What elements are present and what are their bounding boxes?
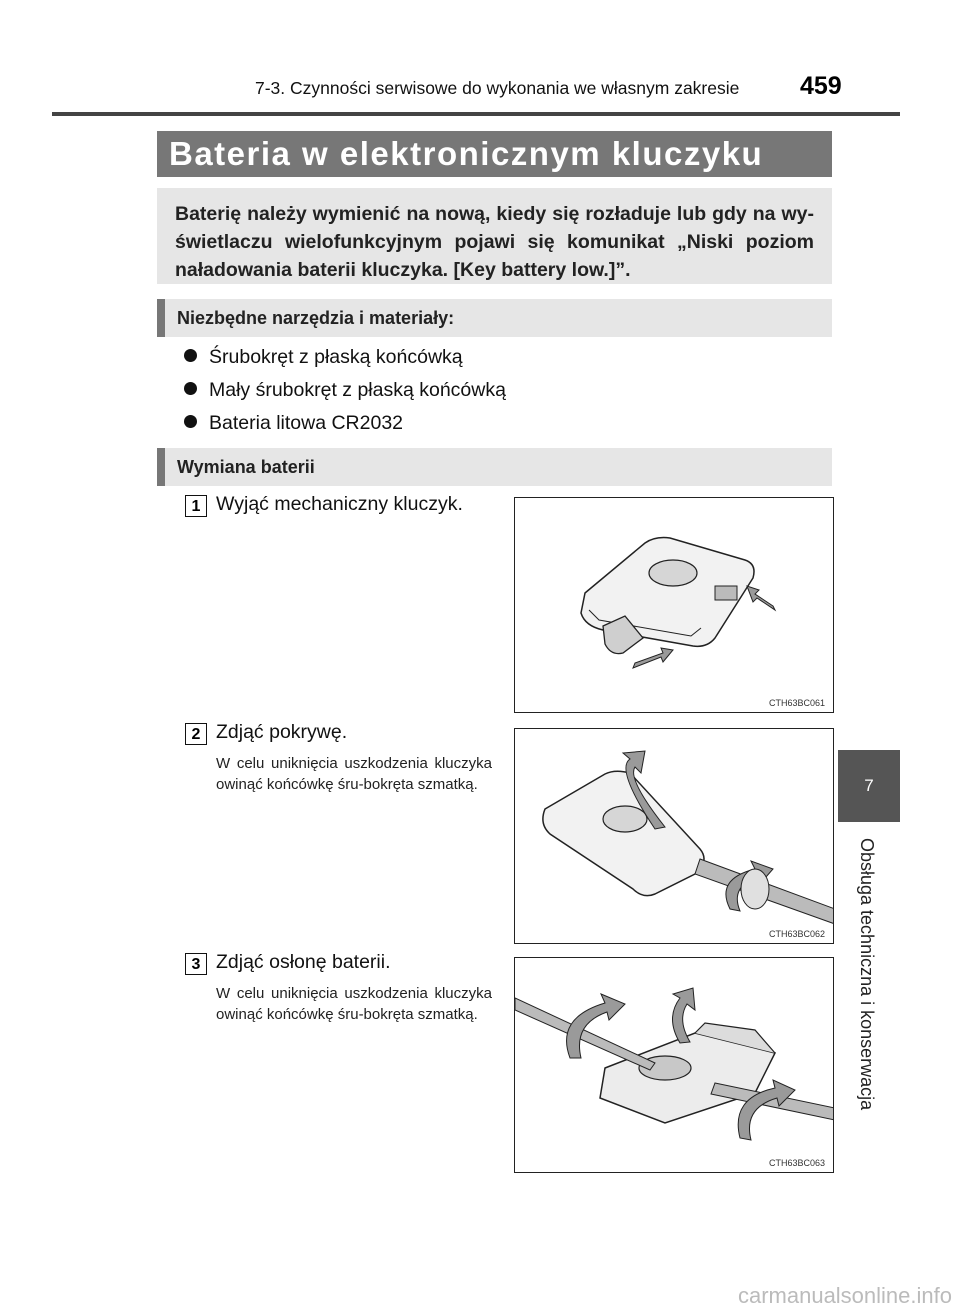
step-text: Zdjąć osłonę baterii.: [216, 951, 391, 973]
tool-item: [184, 412, 403, 435]
page-number: 459: [800, 72, 842, 100]
step-number: 2: [185, 723, 207, 745]
figure-remove-cover: [514, 728, 834, 944]
tool-item-label: Mały śrubokręt z płaską końcówką: [209, 379, 506, 401]
replacement-heading: Wymiana baterii: [157, 448, 832, 486]
bullet-icon: [184, 382, 197, 395]
step-note: W celu uniknięcia uszkodzenia kluczyka owinąć końcówkę śru-bokręta szmatką.: [216, 985, 492, 1023]
section-header: 7-3. Czynności serwisowe do wykonania we własnym zakresie: [255, 78, 740, 98]
figure-remove-battery-shield: [514, 957, 834, 1173]
tool-item: [184, 379, 506, 402]
bullet-icon: [184, 415, 197, 428]
tool-item-label: Bateria litowa CR2032: [209, 412, 404, 434]
intro-text: Baterię należy wymienić na nową, kiedy się rozładuje lub gdy na wy-świetlaczu wielofunkcyjnym pojawi się komunikat „Niski poziom naładowania baterii kluczyka. [Key battery low.]”.: [157, 188, 832, 284]
step-text: Wyjąć mechaniczny kluczyk.: [216, 493, 463, 515]
tool-item: [184, 346, 463, 369]
watermark: carmanualsonline.info: [737, 1283, 952, 1308]
step-note: W celu uniknięcia uszkodzenia kluczyka owinąć końcówkę śru-bokręta szmatką.: [216, 755, 492, 793]
key-fob-illustration: [515, 498, 834, 713]
figure-remove-key: [514, 497, 834, 713]
battery-shield-illustration: [515, 958, 834, 1173]
figure-code: CTH63BC061: [768, 698, 825, 708]
cover-removal-illustration: [515, 729, 834, 944]
chapter-label: Obsługa techniczna i konserwacja: [857, 838, 877, 1111]
step-number: 1: [185, 495, 207, 517]
step-number: 3: [185, 953, 207, 975]
chapter-number: 7: [864, 776, 874, 795]
figure-code: CTH63BC062: [768, 929, 825, 939]
page-title: Bateria w elektronicznym kluczyku: [157, 131, 832, 177]
tool-item-label: Śrubokręt z płaską końcówką: [209, 346, 463, 368]
tools-heading: Niezbędne narzędzia i materiały:: [157, 299, 832, 337]
step-text: Zdjąć pokrywę.: [216, 721, 348, 743]
header-rule: [52, 112, 900, 116]
figure-code: CTH63BC063: [768, 1158, 825, 1168]
chapter-tab: [838, 750, 900, 822]
bullet-icon: [184, 349, 197, 362]
